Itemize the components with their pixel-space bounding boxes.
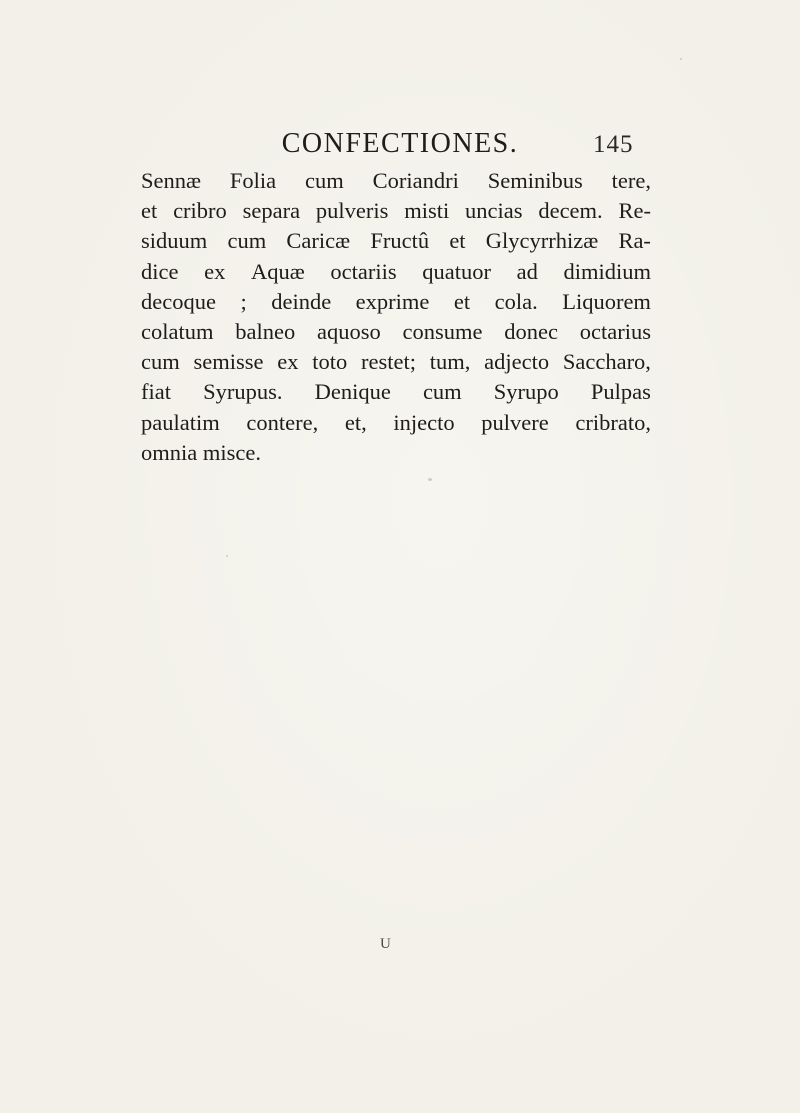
word: Coriandri [372, 168, 459, 193]
word: consume [402, 318, 483, 344]
bleed-through [150, 590, 650, 814]
word: decoque [141, 288, 216, 314]
word: Caricæ [286, 228, 351, 254]
page-number: 145 [593, 131, 634, 158]
word: cum [422, 379, 462, 405]
word: Syrupo [493, 379, 559, 405]
word: Sennæ [141, 168, 202, 193]
word: Re- [618, 198, 651, 224]
word: deinde [271, 288, 332, 314]
word: cum [141, 349, 180, 375]
running-title: CONFECTIONES. [281, 128, 519, 159]
word: Glycyrrhizæ [485, 228, 599, 254]
word: ex [277, 349, 299, 375]
word: uncias [465, 198, 523, 224]
word: semisse [193, 349, 264, 375]
word: injecto [393, 409, 455, 435]
word: cribro [173, 198, 227, 224]
word: pulvere [481, 409, 549, 435]
word: ad [516, 258, 538, 284]
body-text [141, 166, 651, 468]
word: dice [141, 258, 179, 284]
text-line [141, 408, 651, 438]
text-line [141, 347, 651, 377]
word: octariis [330, 258, 397, 284]
word: Denique [314, 379, 391, 405]
word: donec [504, 318, 558, 344]
word: Ra- [618, 228, 651, 254]
word: quatuor [422, 258, 491, 284]
word: dimidium [563, 258, 651, 284]
word: Seminibus [487, 168, 583, 193]
word: decem. [538, 198, 603, 224]
word: octarius [579, 318, 651, 344]
word: Pulpas [590, 379, 651, 405]
word: misti [404, 198, 450, 224]
paper-speck [428, 478, 432, 481]
word: Aquæ [250, 258, 305, 284]
word: cum [227, 228, 267, 254]
text-line [141, 226, 651, 256]
text-line [141, 287, 651, 317]
word: Liquorem [562, 288, 651, 314]
text-line [141, 257, 651, 287]
word: aquoso [317, 318, 381, 344]
word: contere, [246, 409, 319, 435]
word: pulveris [315, 198, 389, 224]
word: toto [312, 349, 348, 375]
text-line [141, 196, 651, 226]
word: adjecto [484, 349, 550, 375]
word: Saccharo, [562, 349, 651, 375]
word: fiat [141, 379, 171, 405]
word: ; [240, 288, 247, 314]
word: cum [305, 168, 344, 193]
signature-mark: U [380, 936, 391, 952]
word: exprime [355, 288, 430, 314]
word: et [141, 198, 158, 224]
word: et [453, 288, 471, 314]
word: cola. [494, 288, 538, 314]
text-line [141, 317, 651, 347]
word: et [449, 228, 466, 254]
word: paulatim [141, 409, 220, 435]
word: Syrupus. [203, 379, 283, 405]
word: tum, [429, 349, 471, 375]
word: balneo [235, 318, 296, 344]
word: Folia [229, 168, 277, 193]
text-line [141, 166, 651, 196]
word: tere, [611, 168, 651, 193]
word: omnia misce. [141, 439, 261, 465]
paper-speck [680, 58, 682, 60]
text-line [141, 377, 651, 407]
word: et, [344, 409, 367, 435]
word: siduum [141, 228, 208, 254]
word: Fructû [370, 228, 430, 254]
word: restet; [361, 349, 416, 375]
text-line [141, 438, 651, 468]
word: cribrato, [575, 409, 651, 435]
paper-speck [226, 555, 228, 557]
word: separa [242, 198, 301, 224]
word: ex [204, 258, 226, 284]
word: colatum [141, 318, 214, 344]
